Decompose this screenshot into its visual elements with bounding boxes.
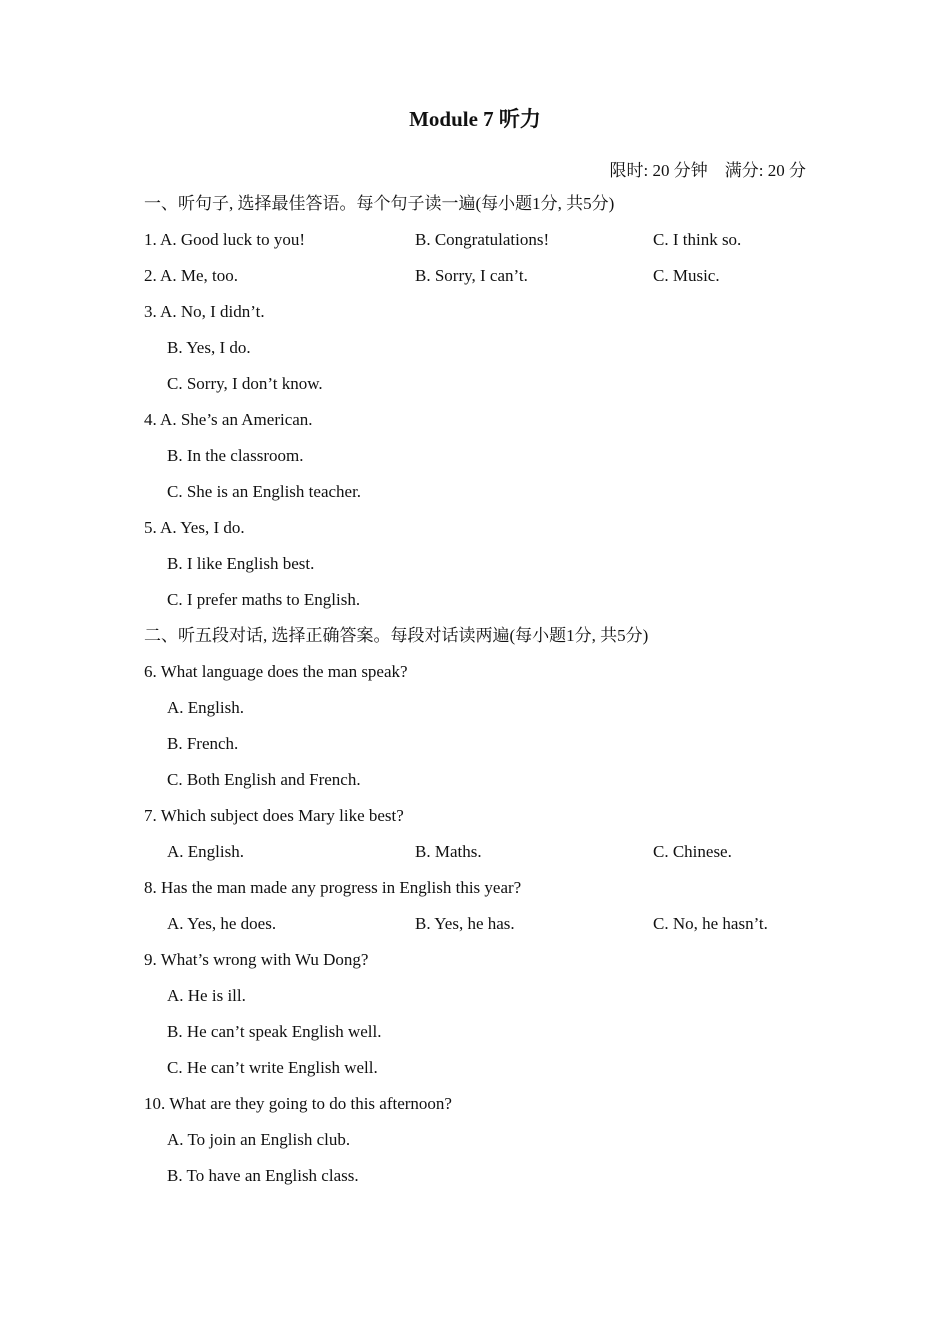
q8-option-a: A. Yes, he does.: [167, 914, 277, 933]
q2-option-b: B. Sorry, I can’t.: [415, 266, 528, 285]
q4-option-a: 4. A. She’s an American.: [144, 410, 313, 429]
q1-option-c: C. I think so.: [653, 230, 742, 249]
q7-question: 7. Which subject does Mary like best?: [144, 806, 404, 825]
q8-option-c: C. No, he hasn’t.: [653, 914, 768, 933]
q3-option-a: 3. A. No, I didn’t.: [144, 302, 265, 321]
q7-options: [144, 834, 824, 870]
question-1: [144, 222, 824, 258]
q2-option-a: 2. A. Me, too.: [144, 266, 238, 285]
q10-option-b: B. To have an English class.: [167, 1166, 359, 1185]
full-score: 满分: 20 分: [724, 161, 806, 180]
q4-option-c: C. She is an English teacher.: [167, 482, 362, 501]
q6-option-c: C. Both English and French.: [167, 770, 361, 789]
section-1-heading: 一、听句子, 选择最佳答语。每个句子读一遍(每小题1分, 共5分): [144, 194, 615, 213]
q2-option-c: C. Music.: [653, 266, 720, 285]
q9-option-c: C. He can’t write English well.: [167, 1058, 378, 1077]
q9-option-a: A. He is ill.: [167, 986, 246, 1005]
q10-option-a: A. To join an English club.: [167, 1130, 351, 1149]
q3-option-c: C. Sorry, I don’t know.: [167, 374, 323, 393]
q5-option-b: B. I like English best.: [167, 554, 315, 573]
q9-question: 9. What’s wrong with Wu Dong?: [144, 950, 369, 969]
question-2: [144, 258, 824, 294]
q5-option-a: 5. A. Yes, I do.: [144, 518, 245, 537]
q6-option-b: B. French.: [167, 734, 239, 753]
q9-option-b: B. He can’t speak English well.: [167, 1022, 382, 1041]
page-title: Module 7 听力: [409, 107, 541, 131]
q6-question: 6. What language does the man speak?: [144, 662, 408, 681]
q4-option-b: B. In the classroom.: [167, 446, 304, 465]
q10-question: 10. What are they going to do this afternoon?: [144, 1094, 452, 1113]
q7-option-a: A. English.: [167, 842, 244, 861]
q6-option-a: A. English.: [167, 698, 244, 717]
q8-question: 8. Has the man made any progress in English this year?: [144, 878, 522, 897]
q3-option-b: B. Yes, I do.: [167, 338, 251, 357]
section-2-heading: 二、听五段对话, 选择正确答案。每段对话读两遍(每小题1分, 共5分): [144, 626, 649, 645]
q7-option-c: C. Chinese.: [653, 842, 732, 861]
q8-options: [144, 906, 824, 942]
q7-option-b: B. Maths.: [415, 842, 482, 861]
q1-option-b: B. Congratulations!: [415, 230, 550, 249]
time-limit: 限时: 20 分钟: [609, 161, 708, 180]
q5-option-c: C. I prefer maths to English.: [167, 590, 361, 609]
q8-option-b: B. Yes, he has.: [415, 914, 515, 933]
exam-content: [144, 186, 824, 1194]
exam-meta: [610, 156, 806, 181]
q1-option-a: 1. A. Good luck to you!: [144, 230, 306, 249]
